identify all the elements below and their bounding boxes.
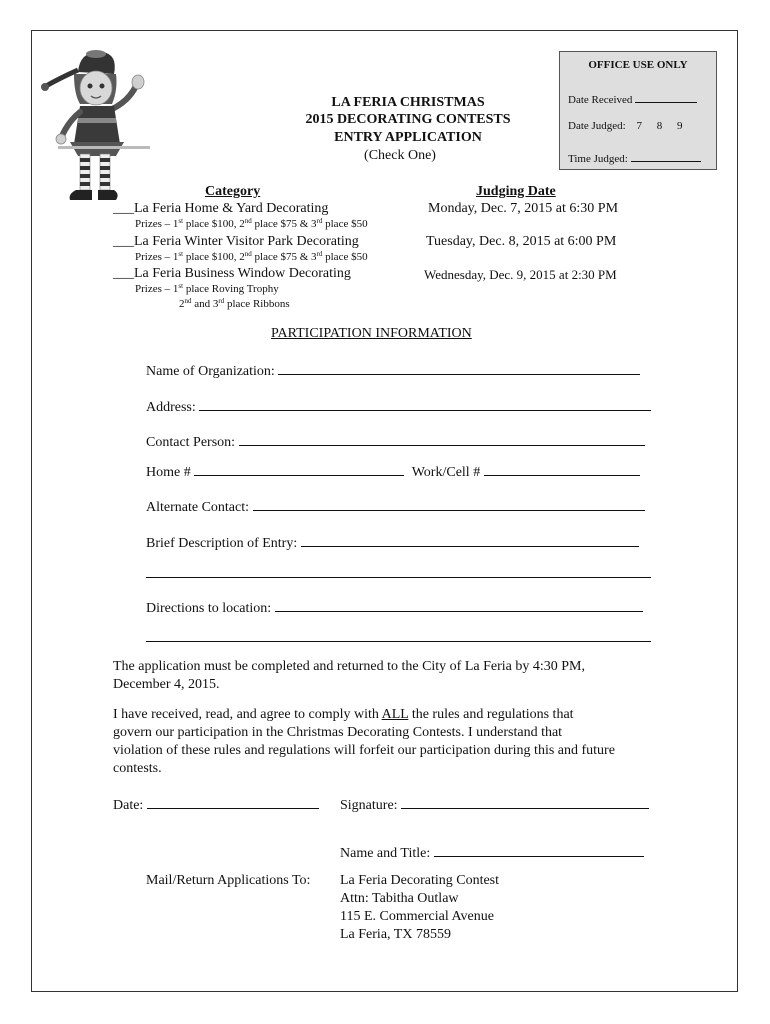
- deadline-line2: December 4, 2015.: [113, 677, 220, 692]
- header-check-one: (Check One): [364, 148, 436, 163]
- directions-field[interactable]: [275, 599, 643, 612]
- agreement-line1: I have received, read, and agree to comply with ALL the rules and regulations that: [113, 707, 574, 722]
- description-row: Brief Description of Entry:: [146, 534, 639, 552]
- header-title-line3: ENTRY APPLICATION: [334, 130, 482, 145]
- date-winter-visitor-park: Tuesday, Dec. 8, 2015 at 6:00 PM: [426, 234, 617, 249]
- address-field[interactable]: [199, 398, 651, 411]
- alternate-contact-field[interactable]: [253, 498, 645, 511]
- agreement-line2: govern our participation in the Christmas Decorating Contests. I understand that: [113, 725, 563, 740]
- judging-date-heading: Judging Date: [476, 184, 556, 199]
- contact-row: Contact Person:: [146, 433, 645, 451]
- mail-return-label: Mail/Return Applications To:: [146, 873, 311, 888]
- prizes-business-window-line2: 2nd and 3rd place Ribbons: [179, 297, 290, 310]
- organization-field[interactable]: [278, 362, 640, 375]
- time-judged-field[interactable]: [631, 149, 701, 162]
- prizes-winter-visitor-park: Prizes – 1st place $100, 2nd place $75 & 3rd place $50: [135, 250, 368, 263]
- prizes-home-yard: Prizes – 1st place $100, 2nd place $75 & 3rd place $50: [135, 217, 368, 230]
- description-field[interactable]: [301, 534, 639, 547]
- date-received-field[interactable]: [635, 90, 697, 103]
- description-field-line2[interactable]: [146, 577, 651, 578]
- name-title-field[interactable]: [434, 844, 644, 857]
- category-winter-visitor-park[interactable]: ___La Feria Winter Visitor Park Decorating: [113, 234, 359, 249]
- category-business-window[interactable]: ___La Feria Business Window Decorating: [113, 266, 351, 281]
- participation-heading: PARTICIPATION INFORMATION: [271, 326, 472, 341]
- home-phone-field[interactable]: [194, 463, 404, 476]
- mail-address-line4: La Feria, TX 78559: [340, 927, 451, 942]
- signature-field[interactable]: [401, 796, 649, 809]
- prizes-business-window: Prizes – 1st place Roving Trophy: [135, 282, 279, 295]
- date-business-window: Wednesday, Dec. 9, 2015 at 2:30 PM: [424, 267, 617, 282]
- agreement-line3: violation of these rules and regulations will forfeit our participation during this and future: [113, 743, 615, 758]
- date-judged-label: Date Judged: 7 8 9: [568, 120, 683, 132]
- judged-option-9: 9: [676, 120, 683, 132]
- name-title-row: Name and Title:: [340, 844, 644, 862]
- mail-address-line2: Attn: Tabitha Outlaw: [340, 891, 459, 906]
- category-heading: Category: [205, 184, 261, 199]
- date-received-label: Date Received: [568, 90, 697, 106]
- deadline-line1: The application must be completed and returned to the City of La Feria by 4:30 PM,: [113, 659, 586, 674]
- address-row: Address:: [146, 398, 651, 416]
- office-use-box: [559, 51, 717, 170]
- mail-address-line3: 115 E. Commercial Avenue: [340, 909, 494, 924]
- date-home-yard: Monday, Dec. 7, 2015 at 6:30 PM: [428, 201, 619, 216]
- header-title-line2: 2015 DECORATING CONTESTS: [305, 112, 511, 127]
- header-title-line1: LA FERIA CHRISTMAS: [331, 95, 485, 110]
- mail-address-line1: La Feria Decorating Contest: [340, 873, 500, 888]
- elf-illustration: [40, 44, 150, 204]
- signature-row: Signature:: [340, 796, 649, 814]
- category-home-yard[interactable]: ___La Feria Home & Yard Decorating: [113, 201, 329, 216]
- judged-option-8: 8: [656, 120, 663, 132]
- organization-row: Name of Organization:: [146, 362, 640, 380]
- alternate-contact-row: Alternate Contact:: [146, 498, 645, 516]
- judged-option-7: 7: [636, 120, 642, 132]
- office-use-title: OFFICE USE ONLY: [588, 59, 688, 71]
- directions-row: Directions to location:: [146, 599, 643, 617]
- date-field[interactable]: [147, 796, 319, 809]
- agreement-line4: contests.: [113, 761, 162, 776]
- time-judged-label: Time Judged:: [568, 149, 701, 165]
- contact-person-field[interactable]: [239, 433, 645, 446]
- date-row: Date:: [113, 796, 319, 814]
- work-cell-field[interactable]: [484, 463, 640, 476]
- phone-row: Home # Work/Cell #: [146, 463, 640, 481]
- directions-field-line2[interactable]: [146, 641, 651, 642]
